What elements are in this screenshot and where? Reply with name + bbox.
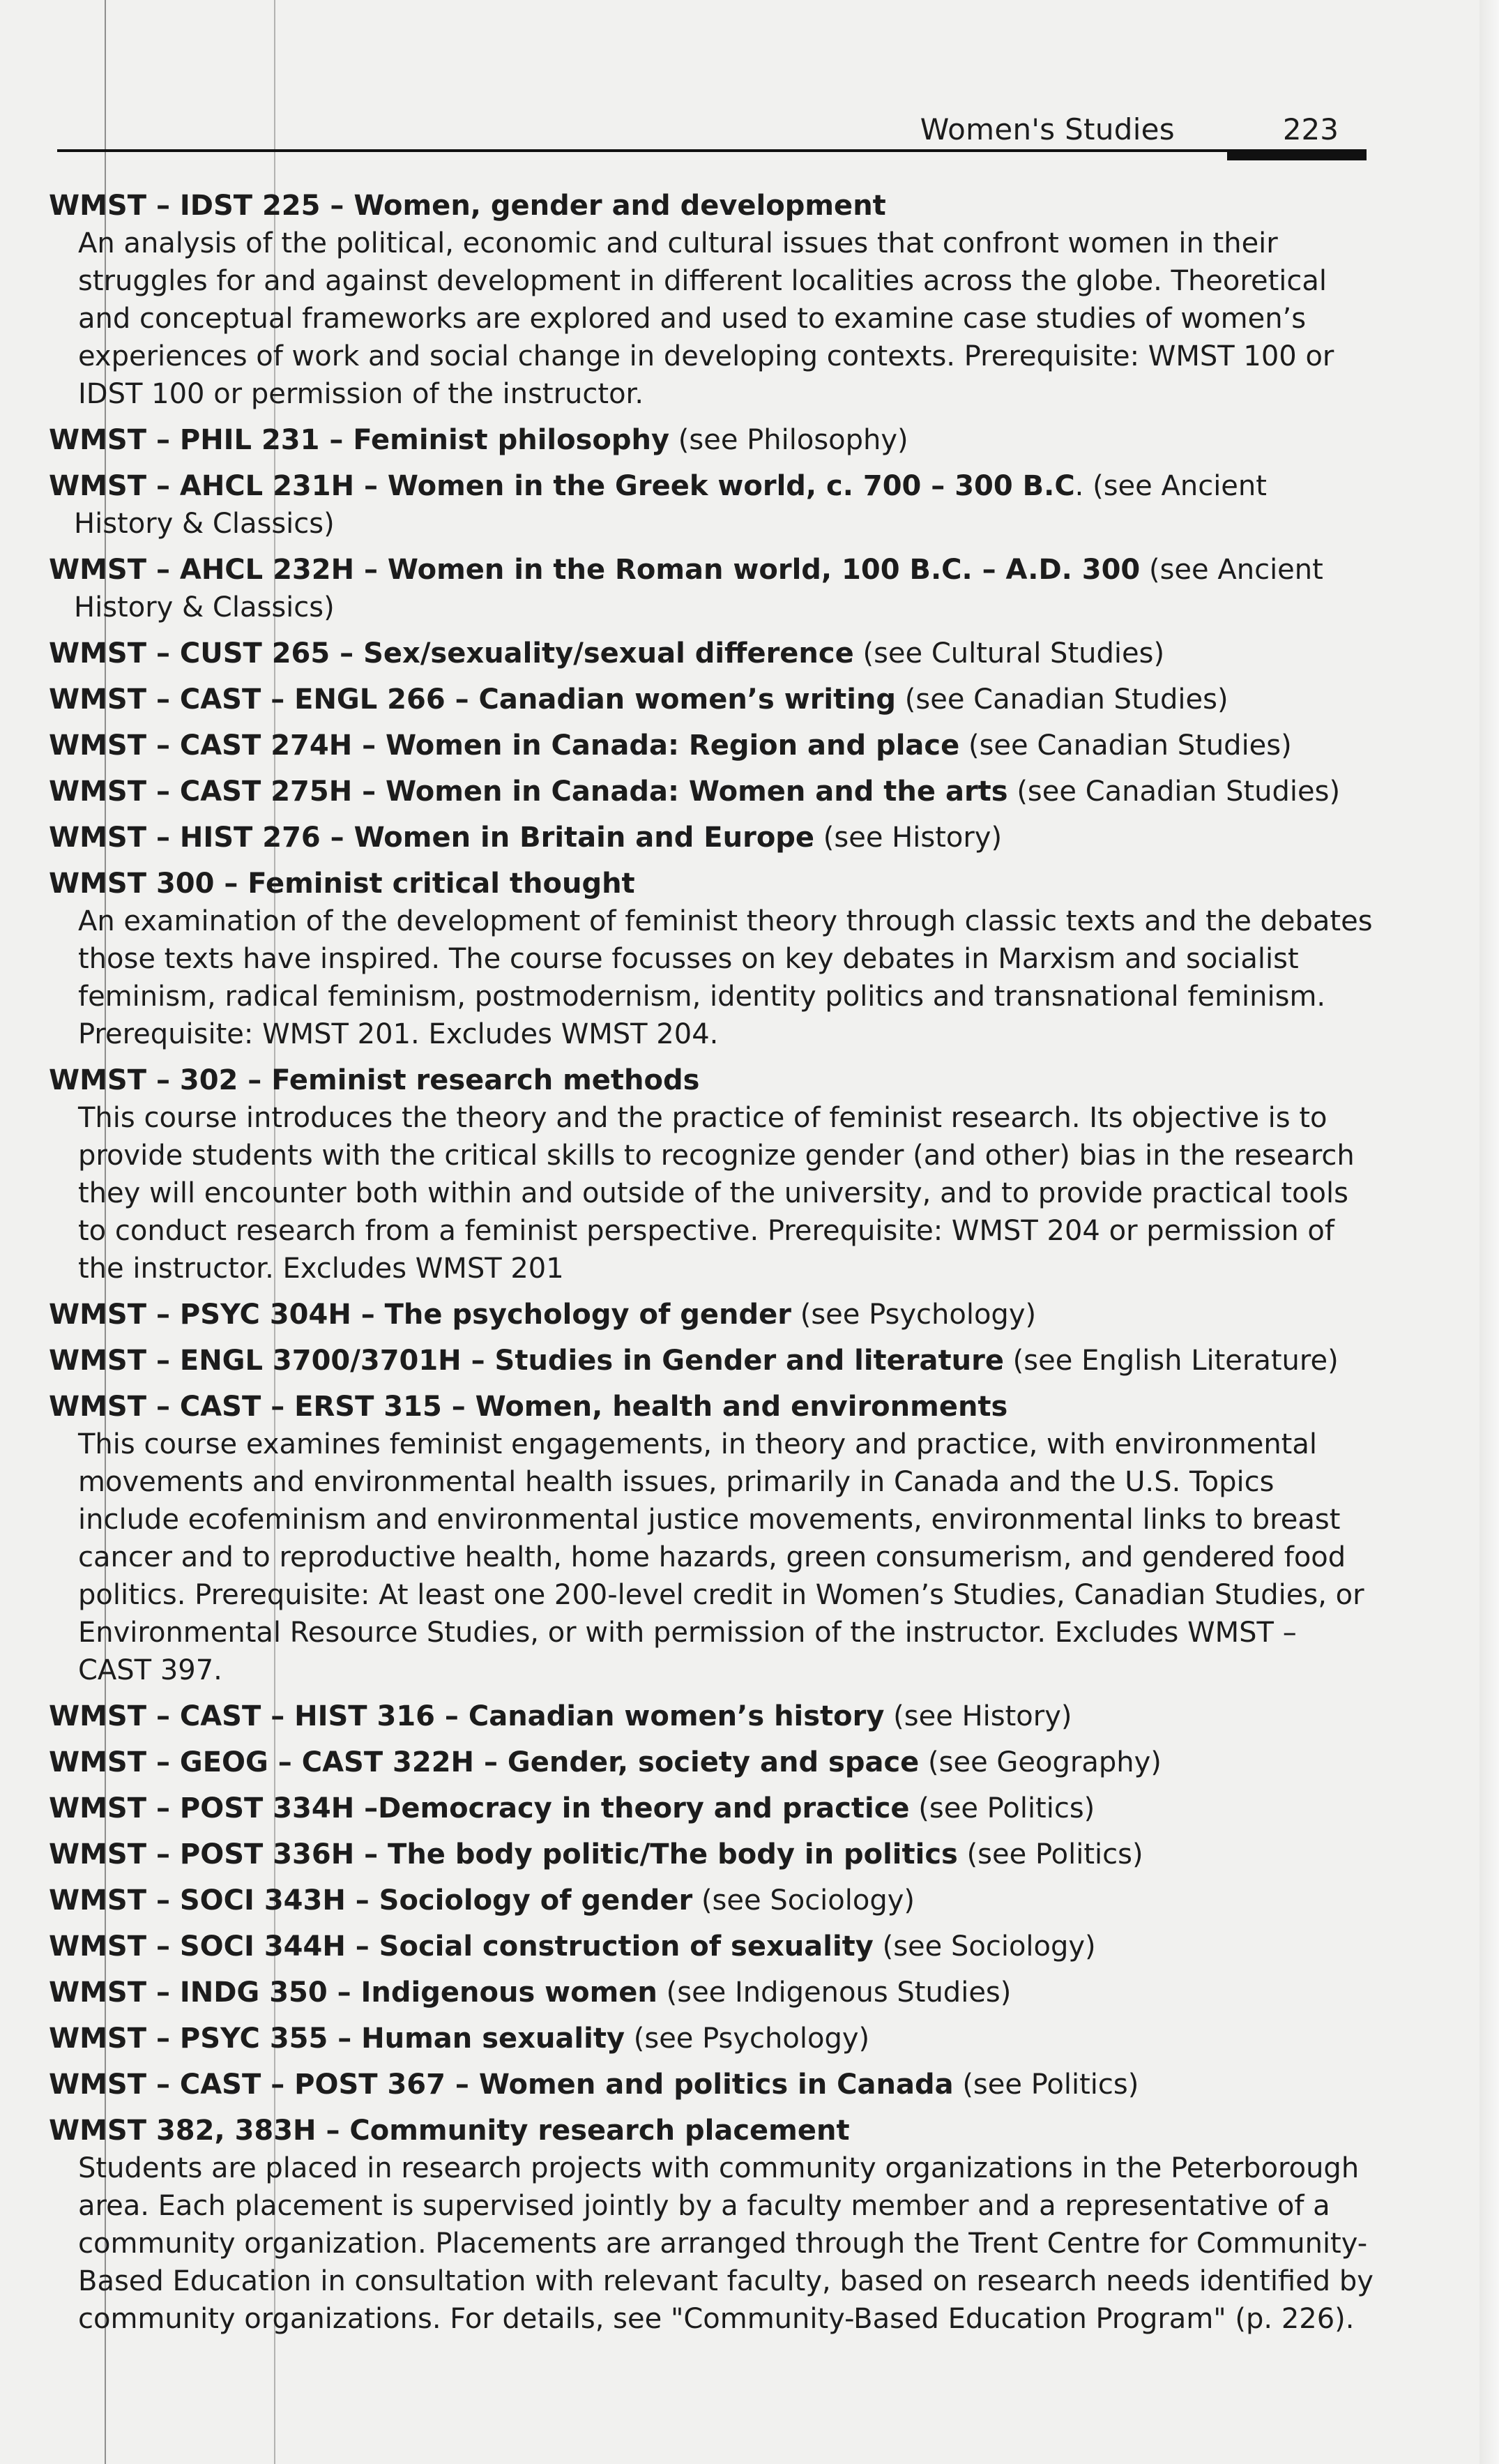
course-name: Feminist critical thought (248, 868, 635, 900)
course-code: WMST – ENGL 3700/3701H – (49, 1345, 495, 1377)
course-entry (49, 727, 1374, 764)
course-list (49, 187, 1374, 2346)
course-name: Democracy in theory and practice (378, 1792, 910, 1824)
course-cross-reference: (see Politics) (909, 1792, 1095, 1824)
course-code: WMST – GEOG – CAST 322H – (49, 1746, 508, 1778)
course-code: WMST – CAST – ENGL 266 – (49, 683, 479, 716)
course-heading (49, 421, 1374, 459)
course-name: Canadian women’s history (468, 1700, 885, 1732)
course-cross-reference: (see Politics) (953, 2069, 1139, 2101)
course-heading (49, 865, 1374, 902)
course-name: Human sexuality (361, 2023, 625, 2055)
course-entry (49, 773, 1374, 810)
course-code: WMST – CAST 274H – (49, 730, 386, 762)
course-heading (49, 2020, 1374, 2057)
course-heading (49, 551, 1374, 626)
course-code: WMST – CAST – ERST 315 – (49, 1391, 475, 1423)
course-cross-reference: (see Philosophy) (669, 424, 908, 456)
course-entry (49, 819, 1374, 856)
course-entry (49, 1836, 1374, 1873)
course-entry (49, 551, 1374, 626)
course-description: This course examines feminist engagements, in theory and practice, with environmental movements and environmental health issues, primarily in Canada and the U.S. Topics include ecofeminism and environmental justice movements, environmental links to breast cancer and to reproductive health, home hazards, green consumerism, and gendered food politics. Prerequisite: At least one 200-level credit in Women’s Studies, Canadian Studies, or Environmental Resource Studies, or with permission of the instructor. Excludes WMST – CAST 397. (78, 1428, 1364, 1686)
course-heading (49, 1974, 1374, 2011)
course-cross-reference: (see Canadian Studies) (1007, 776, 1341, 808)
course-name: Women, health and environments (475, 1391, 1008, 1423)
course-entry (49, 635, 1374, 672)
course-entry (49, 421, 1374, 459)
course-heading (49, 727, 1374, 764)
course-cross-reference: (see Canadian Studies) (959, 730, 1292, 762)
course-heading (49, 1698, 1374, 1735)
course-code: WMST – POST 336H – (49, 1838, 388, 1870)
course-cross-reference: (see Psychology) (791, 1299, 1037, 1331)
course-description: An analysis of the political, economic and cultural issues that confront women in their struggles for and against development in different localities across the globe. Theoretical and conceptual frameworks are explored and used to examine case studies of women’s experiences of work and social change in developing contexts. Prerequisite: WMST 100 or IDST 100 or permission of the instructor. (78, 227, 1334, 410)
course-name: Gender, society and space (507, 1746, 920, 1778)
course-code: WMST – AHCL 231H – (49, 470, 388, 502)
course-name: Social construction of sexuality (379, 1930, 874, 1963)
header-bar (1227, 152, 1367, 160)
course-entry (49, 1882, 1374, 1919)
course-entry (49, 1296, 1374, 1333)
course-code: WMST – 302 – (49, 1064, 272, 1096)
course-name: Sociology of gender (379, 1884, 693, 1917)
course-cross-reference: (see Psychology) (625, 2023, 870, 2055)
page-header (57, 103, 1367, 159)
course-cross-reference: (see History) (884, 1700, 1072, 1732)
course-name: The body politic/The body in politics (388, 1838, 958, 1870)
course-cross-reference: (see History) (814, 822, 1003, 854)
course-code: WMST – CUST 265 – (49, 637, 364, 670)
header-rule (57, 149, 1367, 152)
course-name: Studies in Gender and literature (494, 1345, 1004, 1377)
course-heading (49, 1061, 1374, 1099)
course-name: Sex/sexuality/sexual difference (363, 637, 854, 670)
course-description: Students are placed in research projects with community organizations in the Peterborough area. Each placement is supervised jointly by a faculty member and a representative of a community organization. Placements are arranged through the Trent Centre for Community-Based Education in consultation with relevant faculty, based on research needs identified by community organizations. For details, see "Community-Based Education Program" (p. 226). (78, 2152, 1374, 2335)
page-number: 223 (1282, 112, 1339, 146)
course-heading (49, 1342, 1374, 1380)
course-heading (49, 1928, 1374, 1965)
course-heading (49, 187, 1374, 225)
course-cross-reference: (see Geography) (919, 1746, 1162, 1778)
course-entry (49, 1698, 1374, 1735)
course-name: Women in Canada: Region and place (386, 730, 960, 762)
course-name: Feminist research methods (271, 1064, 700, 1096)
course-heading (49, 773, 1374, 810)
course-entry (49, 865, 1374, 1053)
course-code: WMST – POST 334H – (49, 1792, 379, 1824)
course-code: WMST – CAST – POST 367 – (49, 2069, 479, 2101)
course-name: Women and politics in Canada (478, 2069, 954, 2101)
course-cross-reference: (see Ancient History & Classics) (74, 554, 1323, 623)
course-code: WMST – AHCL 232H – (49, 554, 388, 586)
course-description: This course introduces the theory and the practice of feminist research. Its objective is to provide students with the critical skills to recognize gender (and other) bias in the research they will encounter both within and outside of the university, and to provide practical tools to conduct research from a feminist perspective. Prerequisite: WMST 204 or permission of the instructor. Excludes WMST 201 (78, 1102, 1355, 1285)
course-cross-reference: (see English Literature) (1003, 1345, 1339, 1377)
course-entry (49, 681, 1374, 718)
course-cross-reference: (see Sociology) (873, 1930, 1096, 1963)
page-edge-shadow (1479, 0, 1499, 2464)
course-heading (49, 1388, 1374, 1426)
course-heading (49, 2066, 1374, 2103)
course-heading (49, 467, 1374, 543)
course-name: Women in the Greek world, c. 700 – 300 B.C (387, 470, 1075, 502)
course-entry (49, 2020, 1374, 2057)
course-name: Women in Canada: Women and the arts (386, 776, 1008, 808)
course-entry (49, 1388, 1374, 1689)
course-name: The psychology of gender (384, 1299, 791, 1331)
course-entry (49, 1790, 1374, 1827)
course-code: WMST – PSYC 304H – (49, 1299, 385, 1331)
course-code: WMST 300 – (49, 868, 248, 900)
course-heading (49, 1836, 1374, 1873)
course-name: Canadian women’s writing (478, 683, 897, 716)
course-code: WMST – SOCI 343H – (49, 1884, 379, 1917)
course-heading (49, 1882, 1374, 1919)
course-heading (49, 1790, 1374, 1827)
course-name: Feminist philosophy (353, 424, 670, 456)
course-code: WMST – CAST – HIST 316 – (49, 1700, 469, 1732)
course-heading (49, 2112, 1374, 2149)
course-entry (49, 2112, 1374, 2338)
course-code: WMST – CAST 275H – (49, 776, 386, 808)
course-name: Community research placement (349, 2115, 850, 2147)
course-name: Women, gender and development (353, 190, 886, 222)
course-heading (49, 1296, 1374, 1333)
course-code: WMST – IDST 225 – (49, 190, 354, 222)
course-code: WMST – PHIL 231 – (49, 424, 353, 456)
course-heading (49, 1744, 1374, 1781)
course-code: WMST – HIST 276 – (49, 822, 354, 854)
course-entry (49, 1061, 1374, 1287)
course-description: An examination of the development of feminist theory through classic texts and the debates those texts have inspired. The course focusses on key debates in Marxism and socialist feminism, radical feminism, postmodernism, identity politics and transnational feminism. Prerequisite: WMST 201. Excludes WMST 204. (78, 905, 1373, 1050)
course-code: WMST – SOCI 344H – (49, 1930, 379, 1963)
course-entry (49, 1744, 1374, 1781)
course-heading (49, 681, 1374, 718)
course-heading (49, 819, 1374, 856)
course-code: WMST 382, 383H – (49, 2115, 350, 2147)
course-entry (49, 1974, 1374, 2011)
course-code: WMST – PSYC 355 – (49, 2023, 362, 2055)
course-name: Indigenous women (360, 1977, 657, 2009)
course-cross-reference: (see Politics) (957, 1838, 1143, 1870)
course-entry (49, 1342, 1374, 1380)
course-entry (49, 1928, 1374, 1965)
course-cross-reference: (see Indigenous Studies) (657, 1977, 1012, 2009)
course-cross-reference: (see Cultural Studies) (853, 637, 1165, 670)
course-name: Women in Britain and Europe (353, 822, 815, 854)
course-entry (49, 467, 1374, 543)
course-cross-reference: (see Canadian Studies) (896, 683, 1228, 716)
course-entry (49, 2066, 1374, 2103)
course-code: WMST – INDG 350 – (49, 1977, 361, 2009)
course-heading (49, 635, 1374, 672)
course-entry (49, 187, 1374, 413)
course-name: Women in the Roman world, 100 B.C. – A.D. 300 (387, 554, 1141, 586)
course-cross-reference: . (see Ancient History & Classics) (74, 470, 1267, 540)
course-cross-reference: (see Sociology) (692, 1884, 915, 1917)
running-title: Women's Studies (920, 112, 1175, 146)
